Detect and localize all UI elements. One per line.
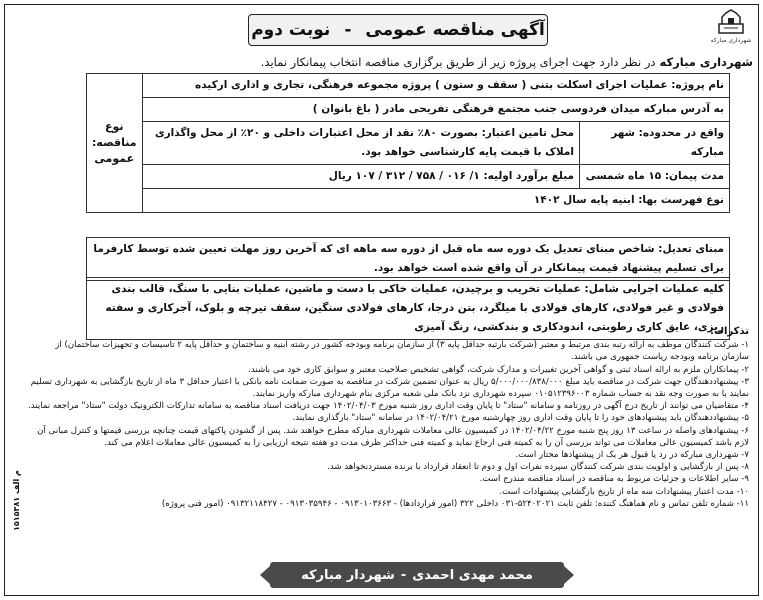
intro-text: در نظر دارد جهت اجرای پروژه زیر از طریق برگزاری مناقصه انتخاب پیمانکار نماید.: [260, 55, 656, 69]
note-item: ۶- پیشنهادهای واصله در ساعت ۱۳ روز پنج شنبه مورخ ۱۴۰۲/۰۴/۲۲ در کمیسیون عالی معاملات شهرداری مبارکه مطرح خواهند شد. پس از گشودن پاکتهای قیمت چنانچه بررسی قیمتها و کنترل مبانی آن لازم باشد کمیسیون عالی معاملات می تواند بررسی آن را به کمیته فنی ارجاع نماید و کمیته فنی حداکثر ظرف مدت دو هفته نتیجه ارزیابی را به کمیسیون عالی معاملات اعلام می کند.: [37, 425, 749, 448]
signature-box: [270, 562, 564, 588]
location-cell: واقع در محدوده: شهر مبارکه: [580, 122, 730, 165]
signer-role: شهردار مبارکه: [301, 567, 395, 583]
duration-cell: مدت پیمان: ۱۵ ماه شمسی: [580, 165, 730, 189]
notes-section: [26, 326, 749, 510]
notice-title: آگهی مناقصه عمومی: [365, 20, 545, 40]
funding-cell: محل تامین اعتبار: بصورت ۸۰٪ نقد از محل اعتبارات داخلی و ۲۰٪ از محل واگذاری املاک با قیمت پایه کارشناسی خواهد بود.: [142, 122, 579, 165]
note-item: ۷- شهرداری مبارکه در رد یا قبول هر یک از پیشنهادها مختار است.: [515, 450, 749, 461]
signature-dash: -: [400, 567, 407, 583]
note-item: ۱۱- شماره تلفن تماس و نام هماهنگ کننده: تلفن ثابت ۵۲۴۰۲۰۲۱-۰۳۱ داخلی ۳۲۲ (امور قراردادها) - ۰۹۱۳۰۱۰۳۶۶۳ - ۰۹۱۳۰۳۵۹۴۶ - ۰۹۱۳۲۱۱۸۴۲۷ (امور فنی پروژه): [161, 498, 749, 509]
notice-round: نوبت دوم: [251, 20, 331, 40]
notes-title: تذکرات:: [709, 326, 749, 337]
price-list-cell: نوع فهرست بها: ابنیه پایه سال ۱۴۰۲: [142, 189, 729, 213]
signer-name: محمد مهدی احمدی: [412, 567, 533, 583]
emblem-icon: [716, 8, 746, 36]
project-name-cell: نام پروژه: عملیات اجرای اسکلت بتنی ( سقف و ستون ) پروژه مجموعه فرهنگی، تجاری و اداری ارکیده: [142, 74, 729, 98]
intro-line: [18, 55, 753, 69]
side-code: م الف ۱۵۱۵۳۸۱: [12, 470, 21, 531]
municipality-logo: [709, 8, 753, 48]
note-item: ۹- سایر اطلاعات و جزئیات مربوط به مناقصه در اسناد مناقصه مندرج است.: [479, 474, 749, 485]
note-item: ۸- پس از بازگشایی و اولویت بندی شرکت کنندگان سپرده نفرات اول و دوم تا انعقاد قرارداد با برنده مستردنخواهد شد.: [327, 462, 749, 473]
estimate-cell: مبلغ برآورد اولیه: ۱/ ۰۱۶ / ۷۵۸ / ۳۱۲ / ۱۰۷ ریال: [142, 165, 579, 189]
tender-type-label: نوع مناقصه: عمومی: [87, 74, 143, 213]
notice-title-box: [248, 14, 548, 46]
tender-table: [86, 73, 730, 213]
title-separator: -: [344, 20, 352, 40]
logo-caption: شهرداری مبارکه: [710, 37, 752, 44]
note-item: ۴- متقاضیان می توانند از تاریخ درج آگهی در روزنامه و سامانه "ستاد" تا پایان وقت اداری روز شنبه مورخ ۱۴۰۲/۰۴/۰۳ جهت دریافت اسناد مناقصه به سامانه تدارکات الکترونیک دولت "ستاد" مراجعه نمایند.: [27, 401, 749, 412]
note-item: ۵- پیشنهاددهندگان باید پیشنهادهای خود را تا پایان وقت اداری روز چهارشنبه مورخ ۱۴۰۲/۰۴/۲۱ در سامانه "ستاد" بارگذاری نمایند.: [292, 413, 749, 424]
adjustment-cell: مبنای تعدیل: شاخص مبنای تعدیل یک دوره سه ماه قبل از دوره سه ماهه ای که آخرین روز مهلت تعیین شده توسط کارفرما برای تسلیم پیشنهاد قیمت پیمانکار در آن واقع شده است خواهد بود.: [86, 237, 730, 281]
intro-org: شهرداری مبارکه: [659, 55, 753, 69]
note-item: ۱- شرکت کنندگان موظف به ارائه رتبه بندی مرتبط و معتبر (شرکت بارتبه حداقل پایه ۳) از سازمان برنامه وبودجه کشور در رشته ابنیه و ساختمان و حداقل پایه ۲ تاسیسات و تجهیزات ساختمان) از سازمان برنامه وبودجه ریاست جمهوری می باشند.: [55, 340, 749, 363]
note-item: ۲- پیمانکاران ملزم به ارائه اسناد ثبتی و گواهی آخرین تغییرات و مدارک شرکت، گواهی تشخیص صلاحیت معتبر و سوابق کاری خود می باشند.: [248, 364, 749, 375]
header: [8, 8, 755, 50]
address-cell: به آدرس مبارکه میدان فردوسی جنب مجتمع فرهنگی تفریحی مادر ( باغ بانوان ): [142, 98, 729, 122]
note-item: ۳- پیشنهاددهندگان جهت شرکت در مناقصه باید مبلغ ۵/۰۰۰/۰۰۰/۸۳۸/۰۰۰ ریال به عنوان تضمین شرکت در مناقصه به صورت ضمانت نامه بانکی با اعتبار حداقل ۳ ماه از تاریخ بازگشایی به شهرداری تسلیم نمایند یا به صورت وجه نقد به حساب شماره ۰۱۰۵۱۲۳۹۶۰۰۳ سپرده شهرداری نزد بانک ملی شعبه مرکزی بنام شهرداری مبارکه واریز نمایند.: [30, 376, 749, 400]
scope-cell: کلیه عملیات اجرایی شامل: عملیات تخریب و برچیدن، عملیات خاکی با دست و ماشین، عملیات بنایی با سنگ، قالب بندی فولادی و غیر فولادی، کارهای فولادی با میلگرد، بتن درجا، کارهای فولادی سنگین، سقف تیرچه و بلوک، آجرکاری و سفته ریزی، عایق کاری رطوبتی، اندودکاری و بندکشی، رنگ آمیزی: [86, 277, 730, 340]
note-item: ۱۰- مدت اعتبار پیشنهادات سه ماه از تاریخ بازگشایی پیشنهادات است.: [499, 486, 749, 497]
